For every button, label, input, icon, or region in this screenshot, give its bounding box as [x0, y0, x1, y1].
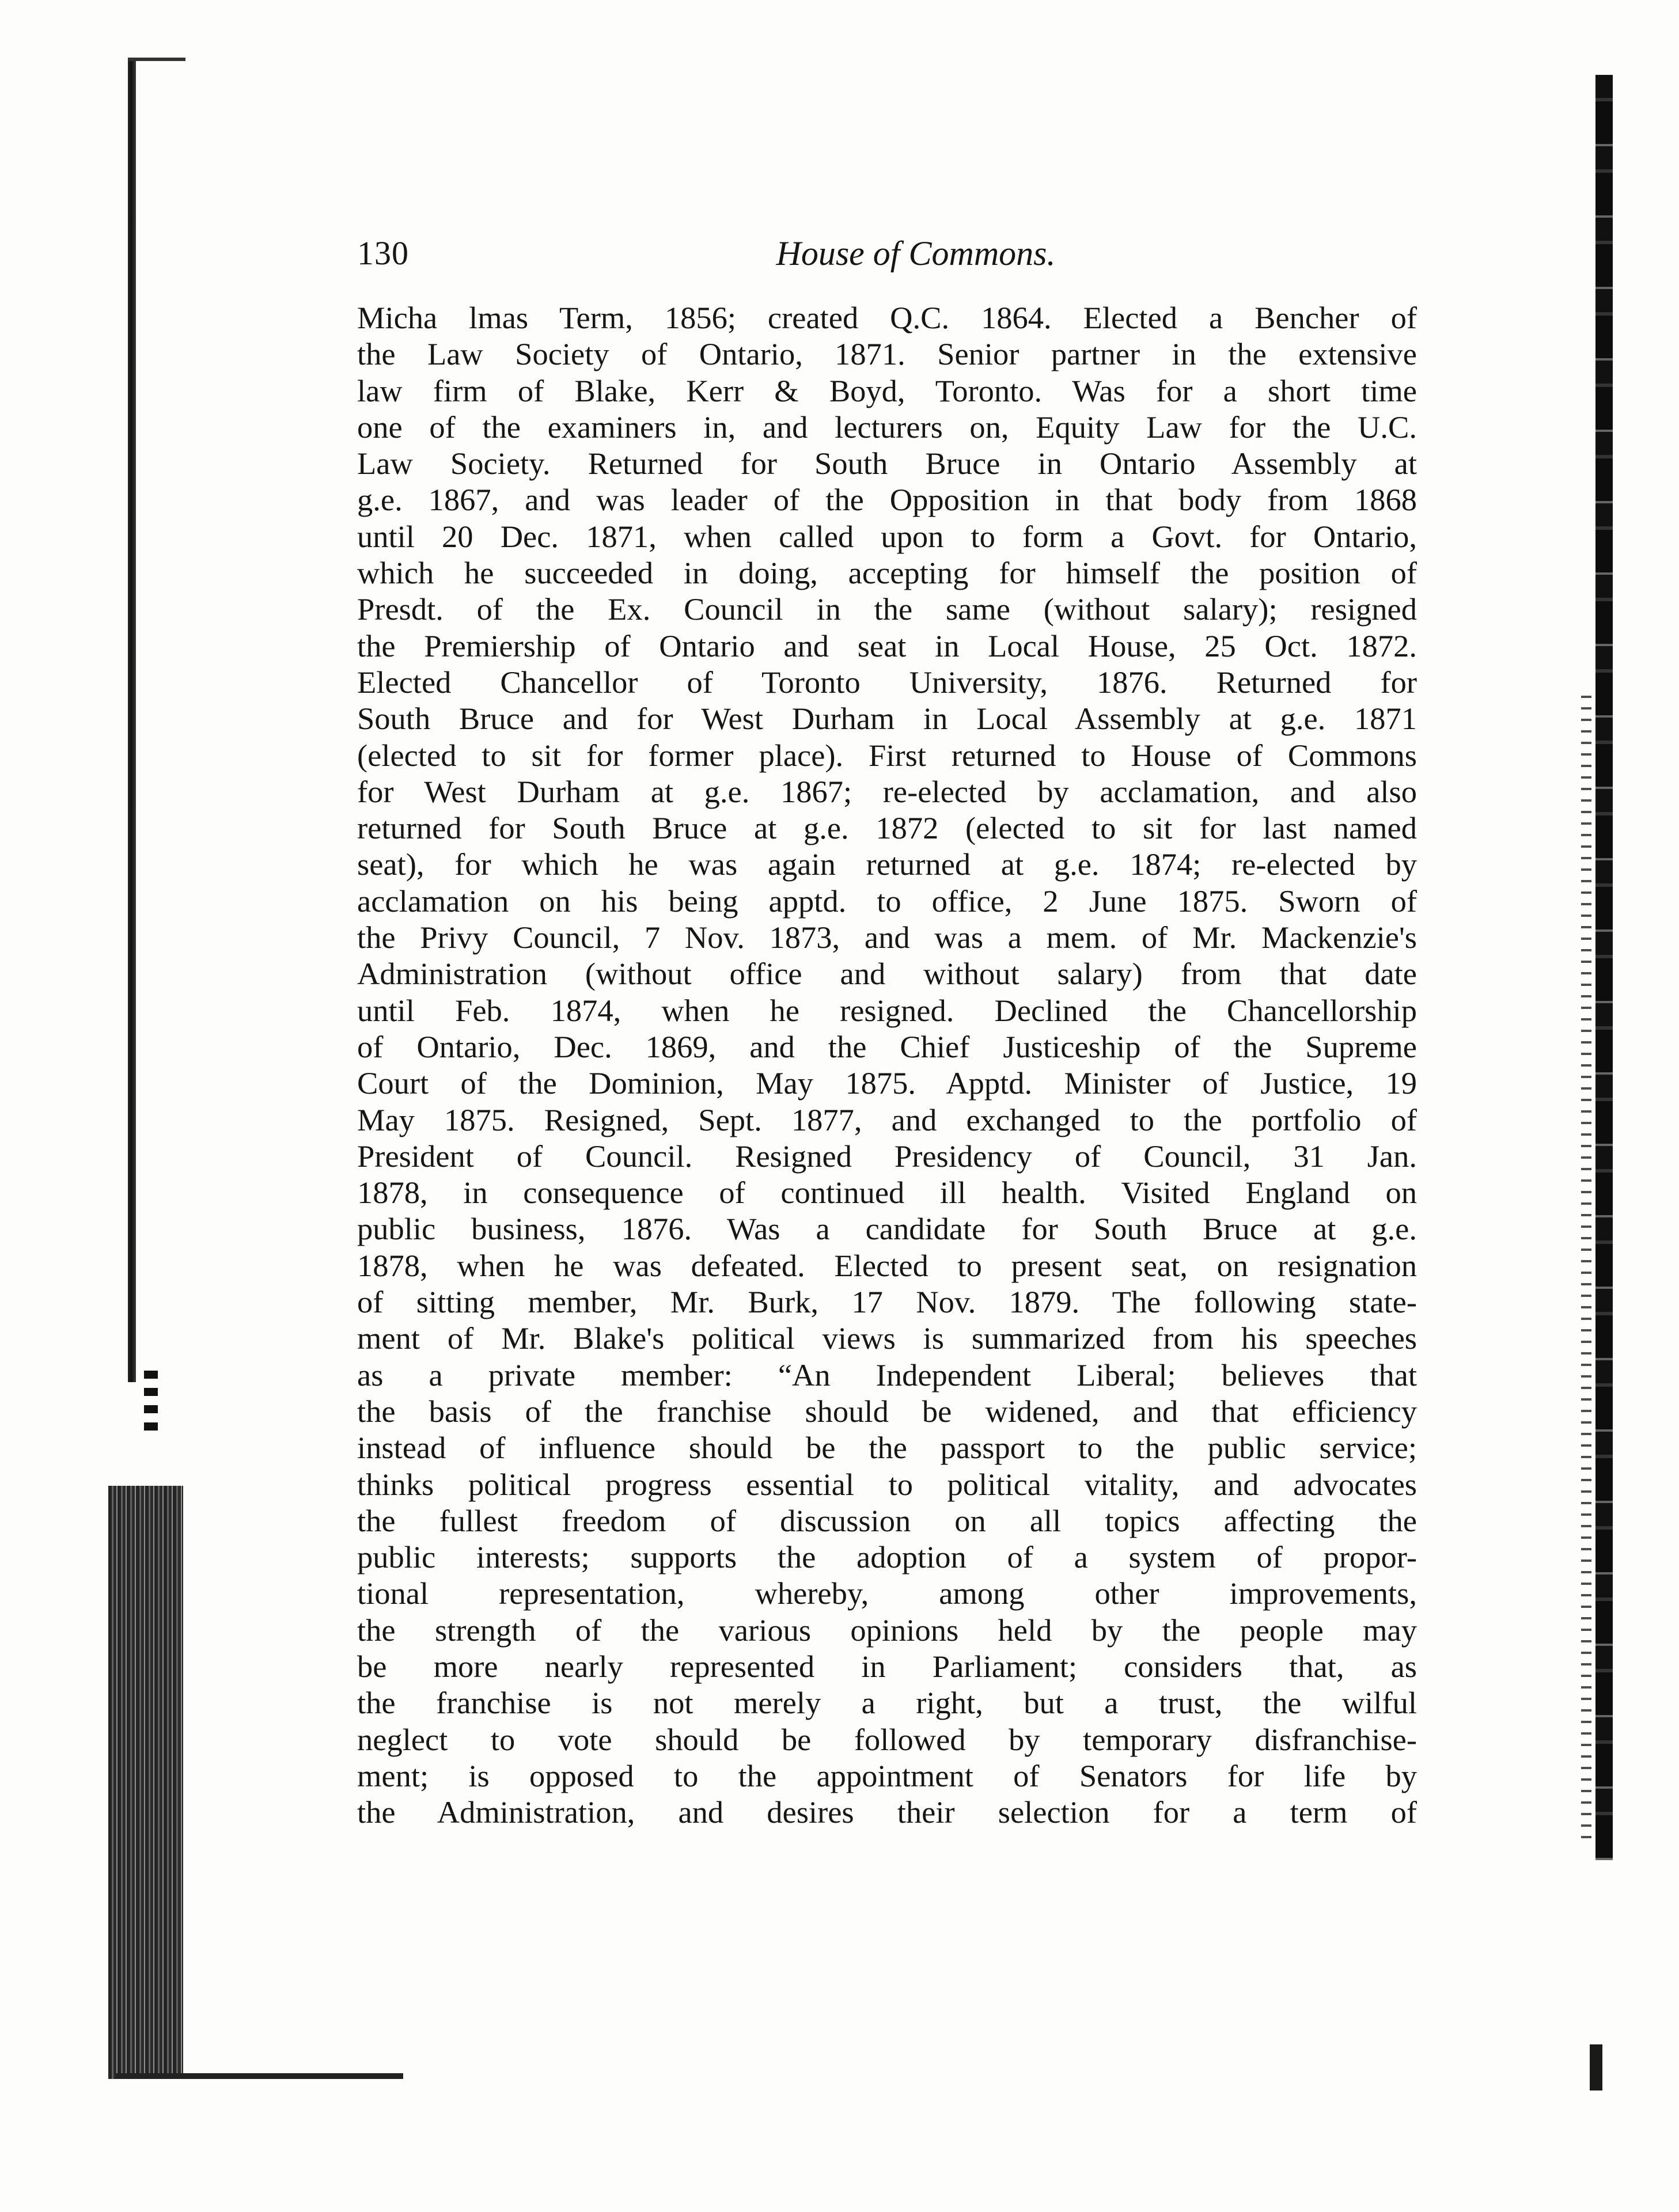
text-line: 1878, in consequence of continued ill health. Visited England on	[357, 1175, 1417, 1211]
right-edge-bottom-mark	[1590, 2044, 1602, 2090]
left-page-stack-edge	[108, 1486, 183, 2079]
text-line: Presdt. of the Ex. Council in the same (without salary); resigned	[357, 591, 1417, 627]
text-line: ment; is opposed to the appointment of Senators for life by	[357, 1758, 1417, 1793]
text-line: the basis of the franchise should be widened, and that efficiency	[357, 1393, 1417, 1429]
text-line: g.e. 1867, and was leader of the Opposition in that body from 1868	[357, 482, 1417, 518]
text-line: Administration (without office and without salary) from that date	[357, 956, 1417, 992]
text-line: May 1875. Resigned, Sept. 1877, and exchanged to the portfolio of	[357, 1102, 1417, 1137]
text-line: public interests; supports the adoption of a system of propor-	[357, 1539, 1417, 1575]
text-line: the Administration, and desires their selection for a term of	[357, 1794, 1417, 1830]
text-line: Law Society. Returned for South Bruce in Ontario Assembly at	[357, 446, 1417, 481]
text-line: seat), for which he was again returned at g.e. 1874; re-elected by	[357, 847, 1417, 882]
text-line: instead of influence should be the passport to the public service;	[357, 1430, 1417, 1466]
text-line: until 20 Dec. 1871, when called upon to form a Govt. for Ontario,	[357, 518, 1417, 554]
running-head	[357, 227, 1417, 279]
text-line: for West Durham at g.e. 1867; re-elected by acclamation, and also	[357, 773, 1417, 809]
text-line: neglect to vote should be followed by temporary disfranchise-	[357, 1721, 1417, 1757]
text-line: the Premiership of Ontario and seat in Local House, 25 Oct. 1872.	[357, 628, 1417, 663]
text-line: ment of Mr. Blake's political views is summarized from his speeches	[357, 1321, 1417, 1356]
text-line: law firm of Blake, Kerr & Boyd, Toronto. Was for a short time	[357, 373, 1417, 408]
text-line: South Bruce and for West Durham in Local Assembly at g.e. 1871	[357, 701, 1417, 737]
body-paragraph	[357, 299, 1417, 1830]
text-line: which he succeeded in doing, accepting for himself the position of	[357, 555, 1417, 591]
text-line: one of the examiners in, and lecturers on, Equity Law for the U.C.	[357, 409, 1417, 445]
header-title: House of Commons.	[776, 234, 1056, 272]
text-line: the fullest freedom of discussion on all topics affecting the	[357, 1503, 1417, 1538]
left-binding-cap	[128, 58, 185, 61]
text-line: Court of the Dominion, May 1875. Apptd. Minister of Justice, 19	[357, 1065, 1417, 1101]
text-line: thinks political progress essential to political vitality, and advocates	[357, 1466, 1417, 1502]
right-page-stack-edge	[1581, 691, 1591, 1843]
page-number: 130	[357, 234, 409, 272]
text-line: until Feb. 1874, when he resigned. Declined the Chancellorship	[357, 992, 1417, 1028]
text-line: Micha lmas Term, 1856; created Q.C. 1864. Elected a Bencher of	[357, 300, 1417, 335]
left-binding-edge	[128, 58, 136, 1382]
text-line: 1878, when he was defeated. Elected to present seat, on resignation	[357, 1247, 1417, 1283]
bottom-page-edge	[115, 2073, 403, 2079]
text-line: tional representation, whereby, among other improvements,	[357, 1576, 1417, 1611]
text-line: acclamation on his being apptd. to office, 2 June 1875. Sworn of	[357, 883, 1417, 919]
text-line: (elected to sit for former place). First returned to House of Commons	[357, 737, 1417, 773]
text-line: public business, 1876. Was a candidate for South Bruce at g.e.	[357, 1211, 1417, 1247]
text-line: the franchise is not merely a right, but a trust, the wilful	[357, 1685, 1417, 1721]
text-line: President of Council. Resigned Presidency of Council, 31 Jan.	[357, 1138, 1417, 1174]
right-page-edge	[1595, 75, 1613, 1860]
text-line: of sitting member, Mr. Burk, 17 Nov. 1879. The following state-	[357, 1284, 1417, 1320]
text-line: of Ontario, Dec. 1869, and the Chief Justiceship of the Supreme	[357, 1029, 1417, 1064]
text-line: be more nearly represented in Parliament; considers that, as	[357, 1648, 1417, 1684]
left-edge-ticks	[144, 1371, 158, 1434]
text-line: returned for South Bruce at g.e. 1872 (elected to sit for last named	[357, 810, 1417, 846]
text-line: the Privy Council, 7 Nov. 1873, and was a mem. of Mr. Mackenzie's	[357, 920, 1417, 955]
text-line: as a private member: “An Independent Liberal; believes that	[357, 1357, 1417, 1393]
text-line: Elected Chancellor of Toronto University, 1876. Returned for	[357, 664, 1417, 700]
text-line: the Law Society of Ontario, 1871. Senior partner in the extensive	[357, 336, 1417, 372]
text-line: the strength of the various opinions held by the people may	[357, 1612, 1417, 1648]
